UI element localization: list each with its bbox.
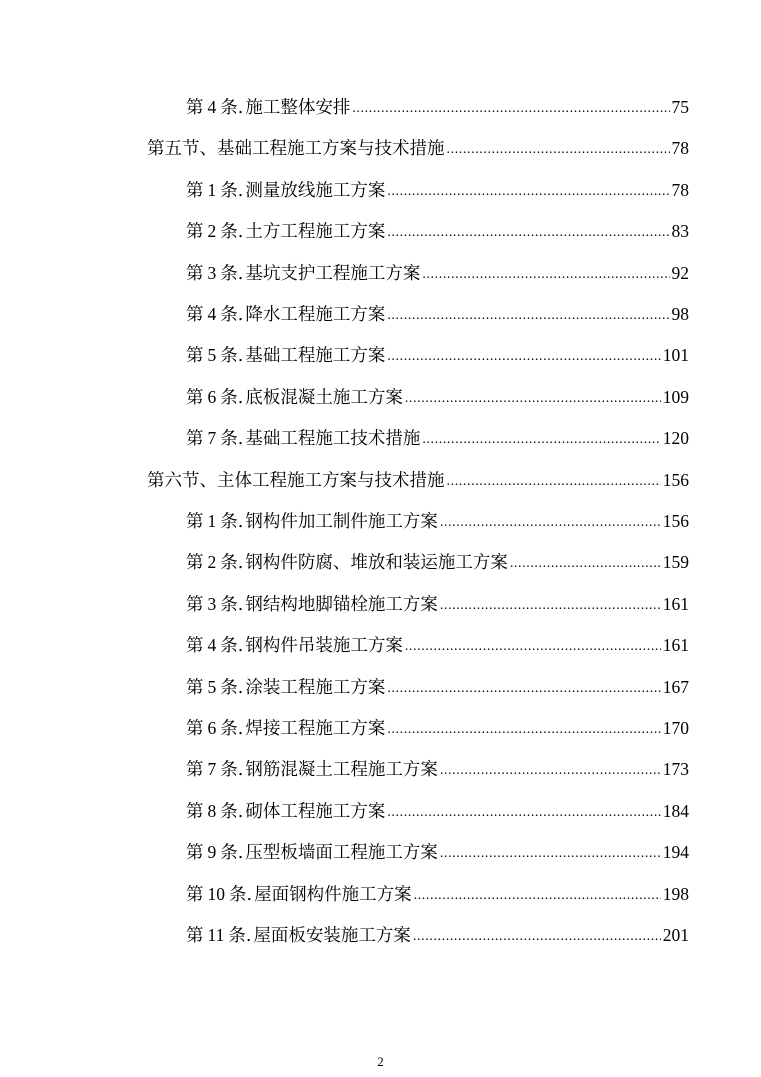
toc-entry xyxy=(186,260,689,286)
toc-dot-leader xyxy=(422,262,669,288)
toc-entry-suffix: 条. xyxy=(220,677,244,698)
toc-dot-leader xyxy=(387,717,660,743)
toc-entry-suffix: 条. xyxy=(220,801,244,822)
toc-dot-leader xyxy=(405,386,661,412)
toc-entry xyxy=(186,715,689,741)
toc-dot-leader xyxy=(510,551,661,577)
toc-entry-title xyxy=(186,177,385,204)
toc-entry xyxy=(186,177,689,203)
toc-entry-text: 第六节、主体工程施工方案与技术措施 xyxy=(147,470,445,491)
toc-dot-leader xyxy=(440,510,661,536)
toc-dot-leader xyxy=(413,924,661,950)
toc-entry-page: 78 xyxy=(671,179,689,200)
toc-entry-title xyxy=(186,260,420,287)
page-number: 2 xyxy=(377,1054,384,1069)
toc-entry-text: 降水工程施工方案 xyxy=(245,305,386,325)
toc-entry-text: 第五节、基础工程施工方案与技术措施 xyxy=(147,139,445,160)
toc-entry-text: 焊接工程施工方案 xyxy=(245,719,386,739)
toc-entry-suffix: 条. xyxy=(220,180,244,201)
toc-entry xyxy=(186,342,689,368)
toc-entry-title xyxy=(147,468,445,494)
toc-entry-text: 涂装工程施工方案 xyxy=(245,677,386,698)
toc-entry-title xyxy=(186,674,385,701)
toc-entry-title xyxy=(186,715,385,742)
toc-entry-title xyxy=(186,839,438,866)
toc-entry-page: 201 xyxy=(662,925,689,945)
toc-entry-prefix: 第 xyxy=(186,594,204,615)
toc-entry-title xyxy=(186,591,438,618)
toc-entry-page: 194 xyxy=(662,842,689,863)
toc-entry-text: 测量放线施工方案 xyxy=(245,180,386,201)
toc-entry-text: 基坑支护工程施工方案 xyxy=(245,263,421,284)
toc-entry-suffix: 条. xyxy=(220,636,244,657)
toc-entry-prefix: 第 xyxy=(186,719,204,739)
toc-entry-prefix: 第 xyxy=(186,222,204,243)
toc-dot-leader xyxy=(387,303,669,329)
toc-entry-prefix: 第 xyxy=(186,636,204,657)
toc-entry-title xyxy=(186,508,438,535)
toc-entry-page: 159 xyxy=(662,552,689,573)
toc-entry-suffix: 条. xyxy=(220,594,244,615)
toc-entry-page: 120 xyxy=(662,428,689,449)
toc-entry-text: 钢结构地脚锚栓施工方案 xyxy=(245,594,438,615)
toc-entry-text: 基础工程施工方案 xyxy=(245,346,386,367)
toc-entry-suffix: 条. xyxy=(220,305,244,325)
toc-entry-text: 施工整体安排 xyxy=(245,98,351,118)
toc-dot-leader xyxy=(387,220,669,246)
toc-entry xyxy=(186,549,689,575)
toc-entry-page: 156 xyxy=(662,511,689,531)
toc-entry-prefix: 第 xyxy=(186,512,204,532)
toc-entry xyxy=(147,467,689,493)
toc-entry-text: 底板混凝土施工方案 xyxy=(245,387,403,408)
toc-entry-prefix: 第 xyxy=(186,263,204,284)
toc-entry-page: 170 xyxy=(662,718,689,738)
toc-entry-number: 10 xyxy=(207,883,225,904)
toc-entry-page: 83 xyxy=(671,221,689,242)
toc-entry-number: 2 xyxy=(207,552,217,573)
toc-entry-suffix: 条. xyxy=(220,843,244,864)
toc-entry-suffix: 条. xyxy=(228,926,252,946)
toc-dot-leader xyxy=(387,800,660,826)
toc-entry-suffix: 条. xyxy=(220,222,244,243)
toc-entry-page: 156 xyxy=(662,469,689,490)
toc-entry-page: 198 xyxy=(662,883,689,904)
toc-entry-prefix: 第 xyxy=(186,98,204,118)
toc-entry-prefix: 第 xyxy=(186,843,204,864)
toc-dot-leader xyxy=(414,883,661,909)
toc-entry-number: 7 xyxy=(207,428,217,449)
toc-entry-number: 5 xyxy=(207,676,217,697)
toc-entry-text: 屋面板安装施工方案 xyxy=(253,926,411,946)
toc-dot-leader xyxy=(447,137,670,163)
toc-dot-leader xyxy=(447,469,661,495)
toc-entry xyxy=(186,94,689,120)
toc-entry-prefix: 第 xyxy=(186,926,204,946)
toc-entry-suffix: 条. xyxy=(220,719,244,739)
toc-entry-number: 9 xyxy=(207,842,217,863)
toc-entry-prefix: 第 xyxy=(186,346,204,367)
toc-entry xyxy=(186,798,689,824)
toc-entry-suffix: 条. xyxy=(229,884,253,905)
toc-entry-title xyxy=(186,301,385,328)
toc-entry-page: 101 xyxy=(662,345,689,366)
toc-entry-number: 4 xyxy=(207,97,217,117)
toc-entry-page: 184 xyxy=(662,800,689,821)
toc-entry-page: 78 xyxy=(671,138,689,159)
toc-entry-number: 1 xyxy=(207,511,217,531)
toc-entry xyxy=(186,674,689,700)
toc-entry-text: 砌体工程施工方案 xyxy=(245,801,386,822)
toc-entry xyxy=(186,591,689,617)
toc-entry-number: 8 xyxy=(207,800,217,821)
toc-entry-number: 4 xyxy=(207,304,217,324)
toc-entry xyxy=(147,135,689,161)
toc-entry xyxy=(186,756,689,782)
toc-entry xyxy=(186,632,689,658)
toc-entry-text: 钢构件吊装施工方案 xyxy=(245,636,403,657)
toc-entry-suffix: 条. xyxy=(220,346,244,367)
toc-entry-number: 2 xyxy=(207,221,217,242)
toc-entry-title xyxy=(186,425,420,452)
toc-dot-leader xyxy=(387,676,660,702)
toc-entry xyxy=(186,922,689,948)
toc-entry-number: 5 xyxy=(207,345,217,366)
toc-entry-text: 基础工程施工技术措施 xyxy=(245,429,421,450)
toc-entry-title xyxy=(186,756,438,783)
toc-entry-title xyxy=(186,881,412,908)
toc-entry-title xyxy=(186,94,350,121)
toc-entry-page: 173 xyxy=(662,759,689,780)
toc-entry xyxy=(186,425,689,451)
toc-dot-leader xyxy=(352,96,669,122)
toc-entry xyxy=(186,384,689,410)
toc-entry-suffix: 条. xyxy=(220,387,244,408)
toc-entry-prefix: 第 xyxy=(186,677,204,698)
toc-entry-page: 98 xyxy=(671,304,689,324)
toc-entry xyxy=(186,301,689,327)
toc-entry-page: 161 xyxy=(662,593,689,614)
toc-entry xyxy=(186,218,689,244)
toc-dot-leader xyxy=(405,634,661,660)
toc-entry-page: 167 xyxy=(662,676,689,697)
toc-entry-text: 屋面钢构件施工方案 xyxy=(254,884,412,905)
toc-entry-number: 7 xyxy=(207,759,217,780)
toc-entry-suffix: 条. xyxy=(220,760,244,781)
toc-dot-leader xyxy=(387,179,669,205)
toc-dot-leader xyxy=(440,841,661,867)
toc-dot-leader xyxy=(440,758,661,784)
toc-entry-suffix: 条. xyxy=(220,512,244,532)
toc-entry-number: 1 xyxy=(207,179,217,200)
toc-entry-page: 92 xyxy=(671,262,689,283)
toc-entry-number: 11 xyxy=(207,925,225,945)
toc-entry xyxy=(186,508,689,534)
toc-entry-number: 4 xyxy=(207,635,217,656)
toc-entry-text: 钢构件加工制件施工方案 xyxy=(245,512,438,532)
toc-entry-number: 6 xyxy=(207,386,217,407)
toc-entry-title xyxy=(186,632,403,659)
toc-entry-prefix: 第 xyxy=(186,760,204,781)
toc-entry-prefix: 第 xyxy=(186,429,204,450)
toc-entry-text: 压型板墙面工程施工方案 xyxy=(245,843,438,864)
toc-entry-number: 3 xyxy=(207,593,217,614)
toc-entry xyxy=(186,881,689,907)
toc-entry-title xyxy=(186,922,411,949)
toc-entry-text: 土方工程施工方案 xyxy=(245,222,386,243)
toc-entry-number: 3 xyxy=(207,262,217,283)
toc-entry-title xyxy=(186,798,385,825)
toc-entry-suffix: 条. xyxy=(220,429,244,450)
toc-entry-suffix: 条. xyxy=(220,553,244,574)
toc-entry-prefix: 第 xyxy=(186,553,204,574)
toc-entry-prefix: 第 xyxy=(186,884,204,905)
toc-entry-prefix: 第 xyxy=(186,180,204,201)
toc-dot-leader xyxy=(387,344,660,370)
toc-entry-title xyxy=(186,218,385,245)
toc-entry-title xyxy=(186,384,403,411)
toc-entry-title xyxy=(186,342,385,369)
toc-entry-suffix: 条. xyxy=(220,98,244,118)
toc-entry-suffix: 条. xyxy=(220,263,244,284)
toc-entry-page: 109 xyxy=(662,386,689,407)
toc-entry-page: 161 xyxy=(662,635,689,656)
toc-entry-title xyxy=(147,136,445,162)
toc-entry-text: 钢构件防腐、堆放和装运施工方案 xyxy=(245,553,508,574)
toc-dot-leader xyxy=(440,593,661,619)
toc-entry-prefix: 第 xyxy=(186,801,204,822)
toc-entry-title xyxy=(186,549,508,576)
toc-entry-prefix: 第 xyxy=(186,387,204,408)
toc-entry-prefix: 第 xyxy=(186,305,204,325)
toc-entry-number: 6 xyxy=(207,718,217,738)
toc-dot-leader xyxy=(422,427,660,453)
toc-entry-page: 75 xyxy=(671,97,689,117)
toc-entry-text: 钢筋混凝土工程施工方案 xyxy=(245,760,438,781)
toc-entry xyxy=(186,839,689,865)
